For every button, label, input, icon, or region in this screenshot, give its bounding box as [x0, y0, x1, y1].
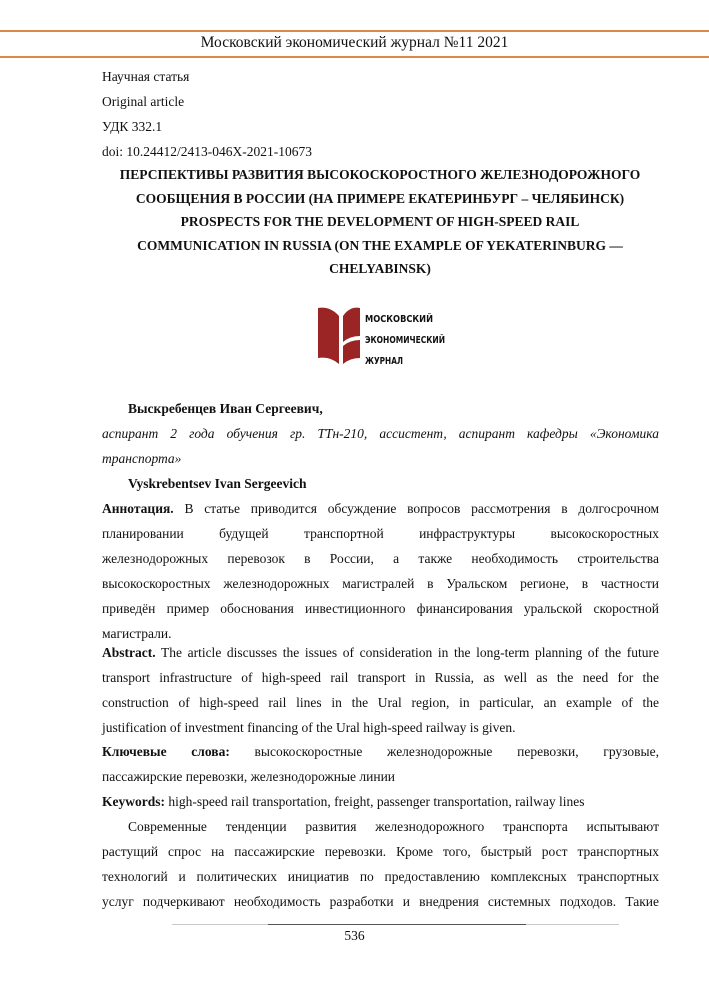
article-type-en: Original article	[102, 94, 185, 109]
abstract-en-text: construction of high-speed rail lines in the Ural region, in particular, an example of the	[102, 695, 659, 710]
title-en-line: CHELYABINSK)	[329, 261, 431, 276]
keywords-en-text: high-speed rail transportation, freight, passenger transportation, railway lines	[165, 794, 585, 809]
title-en-line: COMMUNICATION IN RUSSIA (ON THE EXAMPLE OF YEKATERINBURG —	[137, 237, 623, 253]
logo-book-icon	[318, 308, 360, 364]
abstract-ru-text: высокоскоростных железнодорожных магистралей в Уральском регионе, в частности	[102, 576, 659, 591]
author-affiliation-line: аспирант 2 года обучения гр. ТТн-210, ассистент, аспирант кафедры «Экономика	[102, 426, 659, 441]
keywords-en-label: Keywords:	[102, 794, 165, 809]
abstract-en	[102, 640, 659, 740]
header-top-rule	[0, 30, 709, 32]
abstract-ru-text: магистрали.	[102, 626, 172, 641]
title-en-line: PROSPECTS FOR THE DEVELOPMENT OF HIGH-SPEED RAIL	[180, 214, 580, 229]
abstract-ru-text: В статье приводится обсуждение вопросов рассмотрения в долгосрочном	[173, 501, 659, 516]
header-bottom-rule	[0, 56, 709, 58]
abstract-en-label: Abstract.	[102, 645, 156, 660]
logo-text-line-3: ЖУРНАЛ	[365, 356, 403, 367]
abstract-ru-label: Аннотация.	[102, 501, 174, 516]
journal-header-title: Московский экономический журнал №11 2021	[200, 34, 509, 51]
author-name-ru: Выскребенцев Иван Сергеевич,	[128, 401, 323, 416]
logo-text-line-1: МОСКОВСКИЙ	[365, 314, 448, 325]
author-affiliation-line: транспорта»	[102, 451, 182, 466]
page-number: 536	[344, 928, 365, 943]
title-ru-line: ПЕРСПЕКТИВЫ РАЗВИТИЯ ВЫСОКОСКОРОСТНОГО ЖЕЛЕЗНОДОРОЖНОГО	[119, 167, 641, 182]
article-type-ru: Научная статья	[102, 69, 190, 84]
body-text-line: Современные тенденции развития железнодорожного транспорта испытывают	[128, 819, 659, 834]
article-title	[100, 163, 660, 281]
body-text-line: услуг подчеркивают необходимость разработки и внедрения системных подходов. Такие	[102, 894, 659, 909]
abstract-ru-text: приведён пример обоснования инвестиционного финансирования уральской скоростной	[102, 601, 659, 616]
udc-code: УДК 332.1	[102, 119, 163, 134]
body-paragraph	[102, 814, 659, 914]
journal-logo	[316, 302, 472, 372]
abstract-ru	[102, 496, 659, 646]
body-text-line: растущий спрос на пассажирские перевозки. Кроме того, быстрый рост транспортных	[102, 844, 659, 859]
body-text-line: технологий и политических инициатив по предоставлению комплексных транспортных	[102, 869, 659, 884]
author-block	[102, 396, 659, 496]
logo-text-line-2: ЭКОНОМИЧЕСКИЙ	[365, 335, 472, 346]
abstract-en-text: The article discusses the issues of consideration in the long-term planning of the future	[155, 645, 659, 660]
keywords-ru	[102, 739, 659, 789]
doi: doi: 10.24412/2413-046Х-2021-10673	[102, 144, 312, 159]
footer-rule-accent	[268, 924, 526, 925]
abstract-ru-text: железнодорожных перевозок в России, а также необходимость строительства	[102, 551, 659, 566]
author-name-en: Vyskrebentsev Ivan Sergeevich	[128, 476, 307, 491]
keywords-ru-text: пассажирские перевозки, железнодорожные линии	[102, 769, 396, 784]
keywords-ru-label: Ключевые слова:	[102, 744, 230, 759]
title-ru-line: СООБЩЕНИЯ В РОССИИ (НА ПРИМЕРЕ ЕКАТЕРИНБУРГ – ЧЕЛЯБИНСК)	[135, 190, 625, 206]
keywords-ru-text: высокоскоростные железнодорожные перевозки, грузовые,	[229, 744, 659, 759]
abstract-en-text: transport infrastructure of high-speed rail transport in Russia, as well as the need for the	[102, 670, 659, 685]
abstract-en-text: justification of investment financing of the Ural high-speed railway is given.	[102, 720, 516, 735]
abstract-ru-text: планировании будущей транспортной инфраструктуры высокоскоростных	[102, 526, 659, 541]
keywords-en	[102, 789, 659, 814]
